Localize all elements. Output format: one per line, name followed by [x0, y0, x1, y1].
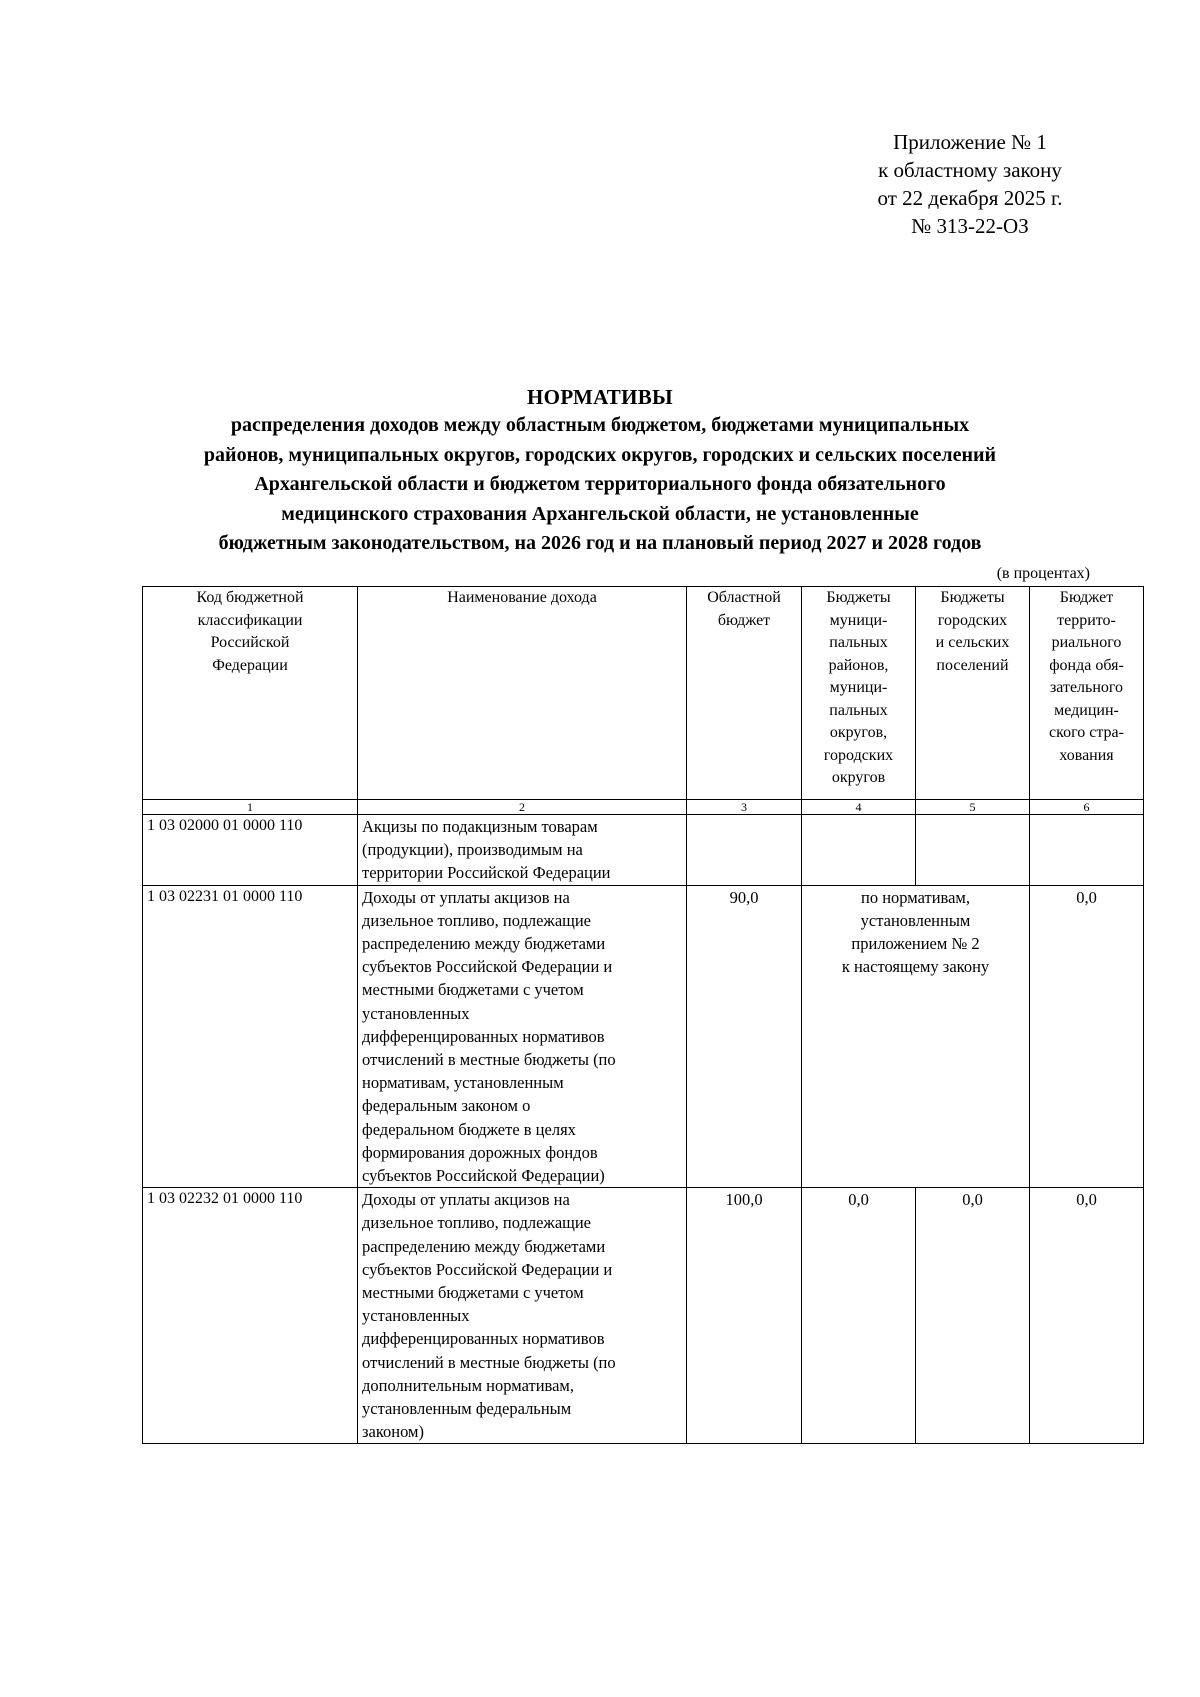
- text-line: по нормативам,: [860, 887, 970, 907]
- header-tfoms-budget: [1030, 587, 1144, 800]
- appendix-line: к областному закону: [878, 158, 1062, 182]
- header-municipal-budgets: [802, 587, 916, 800]
- text-line: Код бюджетной: [196, 589, 304, 606]
- text-line: установленным федеральным: [362, 1399, 572, 1419]
- title-main: НОРМАТИВЫ: [527, 385, 673, 409]
- row-tfoms-value: 0,0: [1030, 1188, 1144, 1444]
- title-line: бюджетным законодательством, на 2026 год и на плановый период 2027 и 2028 годов: [218, 532, 982, 554]
- row-name: [358, 815, 687, 886]
- row-code: 1 03 02000 01 0000 110: [143, 815, 358, 886]
- text-line: территории Российской Федерации: [362, 863, 611, 883]
- appendix-line: Приложение № 1: [893, 130, 1047, 154]
- text-line: округов: [831, 769, 886, 786]
- row-municipal-value: [802, 815, 916, 886]
- row-regional-value: 100,0: [687, 1188, 802, 1444]
- text-line: отчислений в местные бюджеты (по: [362, 1352, 616, 1372]
- text-line: Областной: [707, 589, 781, 606]
- text-line: распределению между бюджетами: [362, 934, 606, 954]
- text-line: дифференцированных нормативов: [362, 1329, 605, 1349]
- appendix-line: от 22 декабря 2025 г.: [877, 186, 1063, 210]
- text-line: местными бюджетами с учетом: [362, 1283, 584, 1303]
- text-line: зательного: [1049, 679, 1124, 696]
- text-line: городских: [937, 611, 1008, 629]
- text-line: районов,: [828, 656, 889, 674]
- header-settlement-budgets: [916, 587, 1030, 800]
- text-line: округов,: [829, 724, 888, 741]
- text-line: муници-: [829, 611, 888, 629]
- row-regional-value: 90,0: [687, 885, 802, 1188]
- column-number: 2: [358, 800, 687, 815]
- row-settlement-value: [916, 815, 1030, 886]
- column-number: 6: [1030, 800, 1144, 815]
- text-line: субъектов Российской Федерации и: [362, 957, 613, 977]
- text-line: дизельное топливо, подлежащие: [362, 910, 592, 930]
- text-line: пальных: [829, 634, 888, 651]
- title-line: Архангельской области и бюджетом территориального фонда обязательного: [254, 473, 946, 495]
- table-row: [143, 885, 1144, 1188]
- row-code: 1 03 02232 01 0000 110: [143, 1188, 358, 1444]
- norms-table: [142, 586, 1144, 1444]
- text-line: формирования дорожных фондов: [362, 1142, 598, 1162]
- row-code: 1 03 02231 01 0000 110: [143, 885, 358, 1188]
- text-line: Акцизы по подакцизным товарам: [362, 817, 598, 836]
- column-number: 4: [802, 800, 916, 815]
- appendix-reference: [835, 128, 1105, 240]
- text-line: Бюджет: [1059, 589, 1114, 606]
- title-line: районов, муниципальных округов, городских округов, городских и сельских поселений: [203, 443, 997, 466]
- text-line: поселений: [936, 656, 1009, 674]
- row-tfoms-value: [1030, 815, 1144, 886]
- text-line: пальных: [829, 701, 888, 719]
- header-code: [143, 587, 358, 800]
- units-note: (в процентах): [996, 565, 1090, 582]
- text-line: Федерации: [212, 656, 288, 674]
- text-line: медицин-: [1054, 701, 1119, 719]
- text-line: классификации: [197, 611, 303, 629]
- text-line: бюджет: [717, 611, 771, 629]
- text-line: установленных: [362, 1306, 470, 1326]
- text-line: приложением № 2: [851, 933, 980, 953]
- text-line: нормативам, установленным: [362, 1073, 564, 1093]
- text-line: законом): [362, 1422, 424, 1442]
- text-line: ского стра-: [1049, 724, 1124, 741]
- row-merged-note: [802, 885, 1030, 1188]
- appendix-line: № 313-22-ОЗ: [911, 214, 1029, 238]
- text-line: (продукции), производимым на: [362, 840, 583, 860]
- text-line: установленных: [362, 1003, 470, 1023]
- text-line: отчислений в местные бюджеты (по: [362, 1050, 616, 1070]
- row-settlement-value: 0,0: [916, 1188, 1030, 1444]
- text-line: федеральном бюджете в целях: [362, 1119, 576, 1139]
- title-line: распределения доходов между областным бюджетом, бюджетами муниципальных: [230, 414, 970, 436]
- text-line: Доходы от уплаты акцизов на: [362, 887, 570, 907]
- row-tfoms-value: 0,0: [1030, 885, 1144, 1188]
- text-line: местными бюджетами с учетом: [362, 980, 584, 1000]
- column-number: 3: [687, 800, 802, 815]
- column-number: 5: [916, 800, 1030, 815]
- document-title: [120, 383, 1080, 559]
- text-line: распределению между бюджетами: [362, 1236, 606, 1256]
- text-line: и сельских: [935, 634, 1010, 651]
- text-line: Наименование дохода: [447, 589, 597, 606]
- text-line: установленным: [860, 910, 971, 930]
- title-line: медицинского страхования Архангельской области, не установленные: [281, 502, 919, 525]
- text-line: дифференцированных нормативов: [362, 1026, 605, 1046]
- text-line: дополнительным нормативам,: [362, 1375, 574, 1395]
- table-row: [143, 1188, 1144, 1444]
- header-regional-budget: [687, 587, 802, 800]
- text-line: дизельное топливо, подлежащие: [362, 1213, 592, 1233]
- text-line: фонда обя-: [1049, 656, 1124, 674]
- text-line: городских: [823, 746, 894, 764]
- text-line: к настоящему закону: [841, 956, 990, 976]
- text-line: федеральным законом о: [362, 1096, 531, 1116]
- row-municipal-value: 0,0: [802, 1188, 916, 1444]
- row-regional-value: [687, 815, 802, 886]
- text-line: террито-: [1057, 611, 1116, 629]
- text-line: муници-: [829, 679, 888, 696]
- text-line: Бюджеты: [826, 589, 891, 606]
- text-line: Российской: [210, 634, 290, 651]
- text-line: Доходы от уплаты акцизов на: [362, 1190, 570, 1210]
- text-line: субъектов Российской Федерации и: [362, 1259, 613, 1279]
- text-line: хования: [1059, 746, 1114, 764]
- text-line: субъектов Российской Федерации): [362, 1166, 605, 1186]
- row-name: [358, 1188, 687, 1444]
- header-name: [358, 587, 687, 800]
- text-line: риального: [1051, 634, 1122, 651]
- column-number: 1: [143, 800, 358, 815]
- row-name: [358, 885, 687, 1188]
- column-numbers-row: [143, 800, 1144, 815]
- table-row: [143, 815, 1144, 886]
- table-header-row: [143, 587, 1144, 800]
- text-line: Бюджеты: [940, 589, 1005, 606]
